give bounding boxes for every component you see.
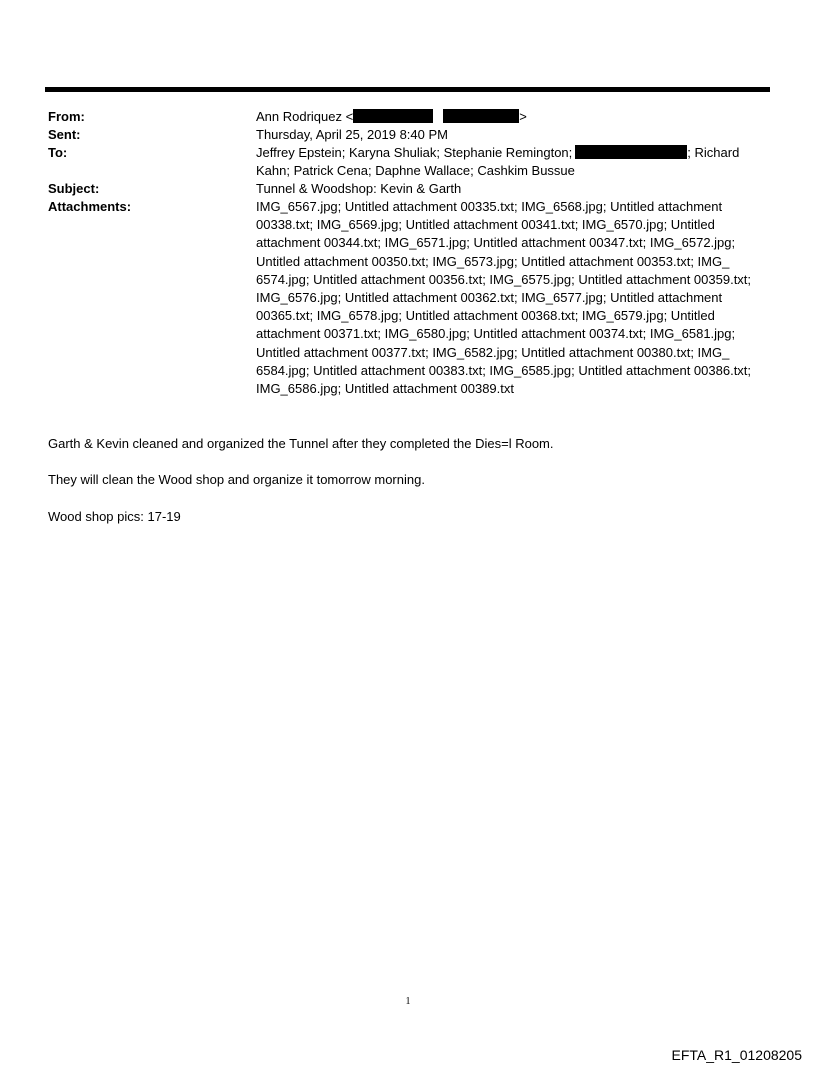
to-label: To:: [48, 145, 68, 160]
from-name: Ann Rodriquez <: [256, 109, 354, 124]
from-suffix: >: [519, 109, 527, 124]
to-recipients-part2: ; Richard Kahn; Patrick Cena; Daphne Wallace; Cashkim Bussue: [256, 145, 740, 179]
body-line-3: Wood shop pics: 17-19: [48, 509, 181, 524]
from-label: From:: [48, 109, 85, 124]
subject-value: Tunnel & Woodshop: Kevin & Garth: [256, 181, 462, 196]
redaction-block: [443, 109, 519, 123]
document-id: EFTA_R1_01208205: [671, 1047, 802, 1063]
attachments-value: IMG_6567.jpg; Untitled attachment 00335.txt; IMG_6568.jpg; Untitled attachment 00338.txt; IMG_6569.jpg; Untitled attachment 00341.txt; IMG_6570.jpg; Untitled attachment 00344.txt; IMG_6571.jpg; Untitled attachment 00347.txt; IMG_6572.jpg; Untitled attachment 00350.txt; IMG_6573.jpg; Untitled attachment 00353.txt; IMG_ 6574.jpg; Untitled attachment 00356.txt; IMG_6575.jpg; Untitled attachment 00359.txt; IMG_6576.jpg; Untitled attachment 00362.txt; IMG_6577.jpg; Untitled attachment 00365.txt; IMG_6578.jpg; Untitled attachment 00368.txt; IMG_6579.jpg; Untitled attachment 00371.txt; IMG_6580.jpg; Untitled attachment 00374.txt; IMG_6581.jpg; Untitled attachment 00377.txt; IMG_6582.jpg; Untitled attachment 00380.txt; IMG_ 6584.jpg; Untitled attachment 00383.txt; IMG_6585.jpg; Untitled attachment 00386.txt; IMG_6586.jpg; Untitled attachment 00389.txt: [256, 199, 752, 397]
body-line-2: They will clean the Wood shop and organize it tomorrow morning.: [48, 472, 425, 487]
sent-label: Sent:: [48, 127, 81, 142]
redaction-block: [353, 109, 433, 123]
sent-value: Thursday, April 25, 2019 8:40 PM: [256, 127, 448, 142]
subject-label: Subject:: [48, 181, 100, 196]
to-value: [256, 144, 772, 180]
to-recipients-part1: Jeffrey Epstein; Karyna Shuliak; Stephanie Remington;: [256, 145, 573, 160]
attachments-label: Attachments:: [48, 199, 132, 214]
from-value: [256, 108, 772, 126]
page-number: 1: [405, 996, 411, 1007]
body-line-1: Garth & Kevin cleaned and organized the Tunnel after they completed the Dies=l Room.: [48, 436, 554, 451]
redaction-block: [575, 145, 687, 159]
header-divider: [45, 87, 770, 92]
